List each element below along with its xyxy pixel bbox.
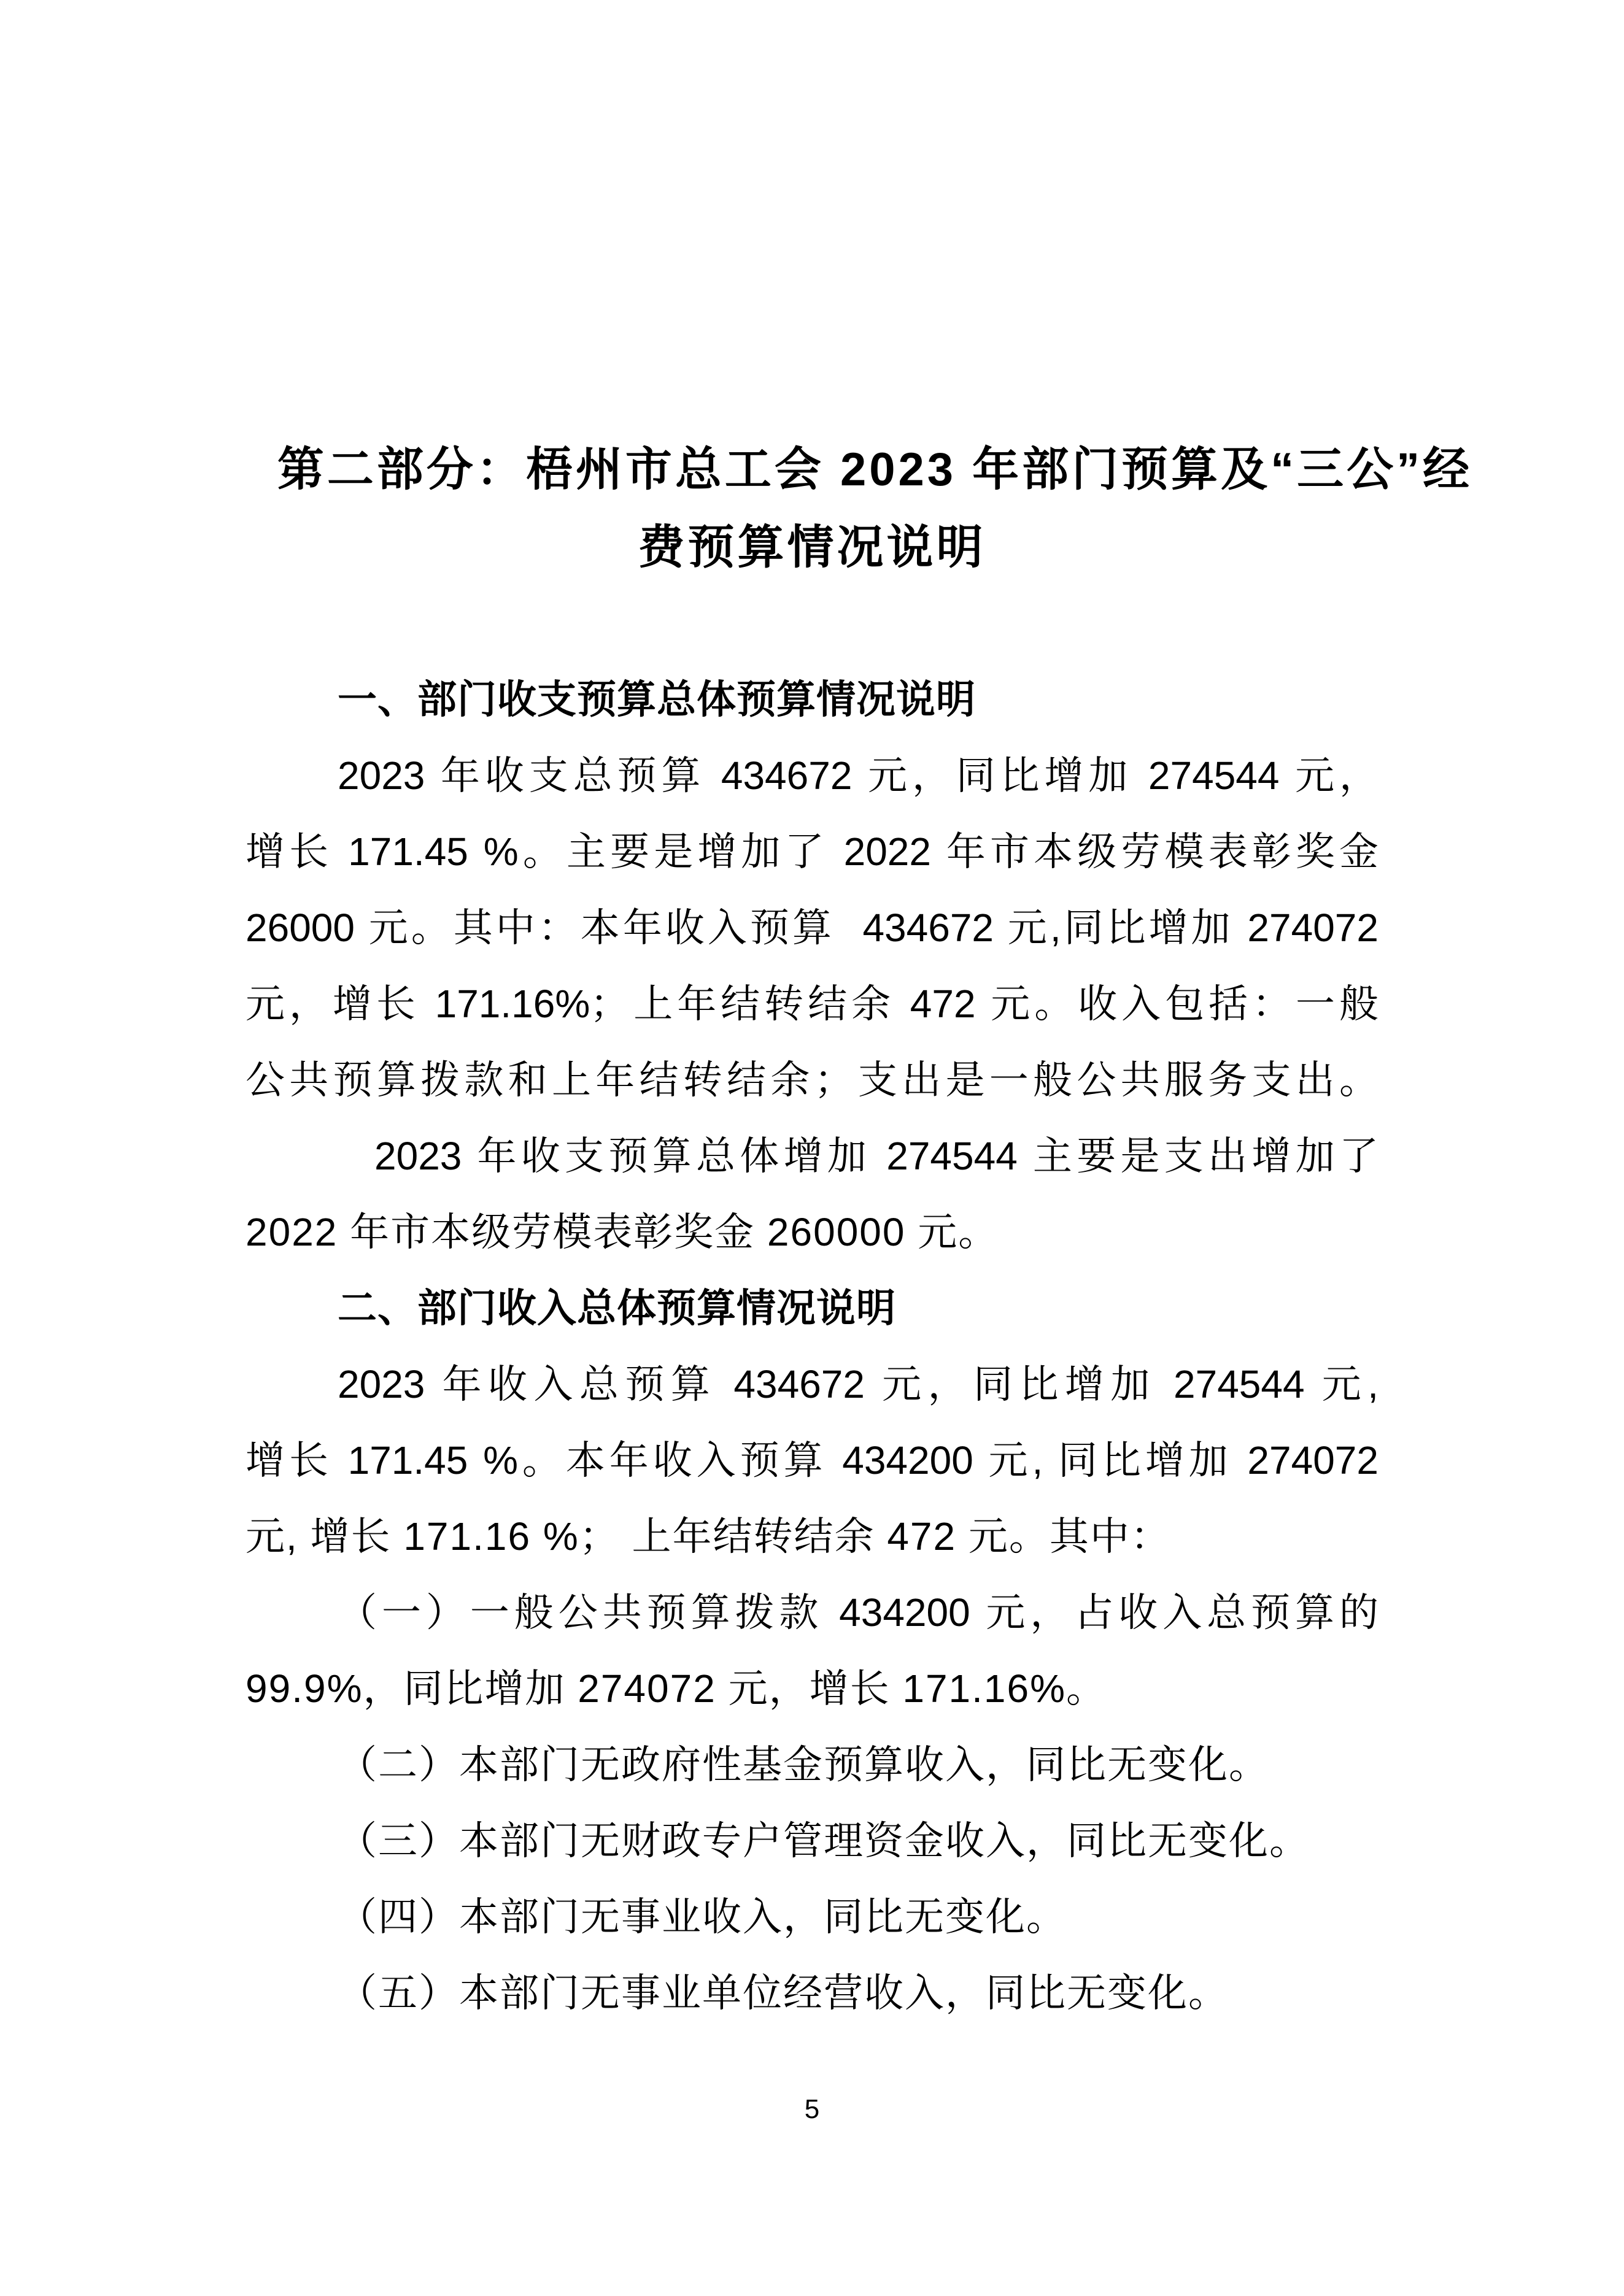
body-line: （五）本部门无事业单位经营收入，同比无变化。 [338,1971,1229,2015]
body-line: 增长 171.45 %。本年收入预算 434200 元, 同比增加 274072 [246,1438,1378,1482]
body-line: 2023 年收支预算总体增加 274544 主要是支出增加了 [374,1134,1378,1178]
body-line: 2022 年市本级劳模表彰奖金 260000 元。 [246,1210,999,1254]
body-line: 2023 年收入总预算 434672 元，同比增加 274544 元, [338,1362,1378,1406]
body-line: 增长 171.45 %。主要是增加了 2022 年市本级劳模表彰奖金 [246,830,1378,874]
section-heading-1: 一、部门收支预算总体预算情况说明 [338,677,976,722]
document-title [0,431,1624,587]
body-line: 26000 元。其中：本年收入预算 434672 元,同比增加 274072 [246,906,1378,950]
document-title-line-1: 第二部分：梧州市总工会 2023 年部门预算及“三公”经 [277,444,1473,496]
body-line: 公共预算拨款和上年结转结余；支出是一般公共服务支出。 [246,1058,1378,1102]
body-line: 99.9%，同比增加 274072 元，增长 171.16%。 [246,1666,1107,1711]
section-heading-2: 二、部门收入总体预算情况说明 [338,1286,896,1330]
body-line: 元, 增长 171.16 %； 上年结转结余 472 元。其中： [246,1514,1171,1558]
body-line: 元，增长 171.16%；上年结转结余 472 元。收入包括：一般 [246,982,1378,1026]
document-body [246,661,1378,2031]
page-number: 5 [804,2094,820,2124]
body-line: 2023 年收支总预算 434672 元，同比增加 274544 元， [338,753,1378,798]
body-line: （三）本部门无财政专户管理资金收入，同比无变化。 [338,1819,1310,1863]
body-line: （一）一般公共预算拨款 434200 元，占收入总预算的 [338,1590,1378,1635]
document-title-line-2: 费预算情况说明 [638,522,986,574]
body-line: （四）本部门无事业收入，同比无变化。 [338,1895,1067,1939]
body-line: （二）本部门无政府性基金预算收入，同比无变化。 [338,1743,1269,1787]
